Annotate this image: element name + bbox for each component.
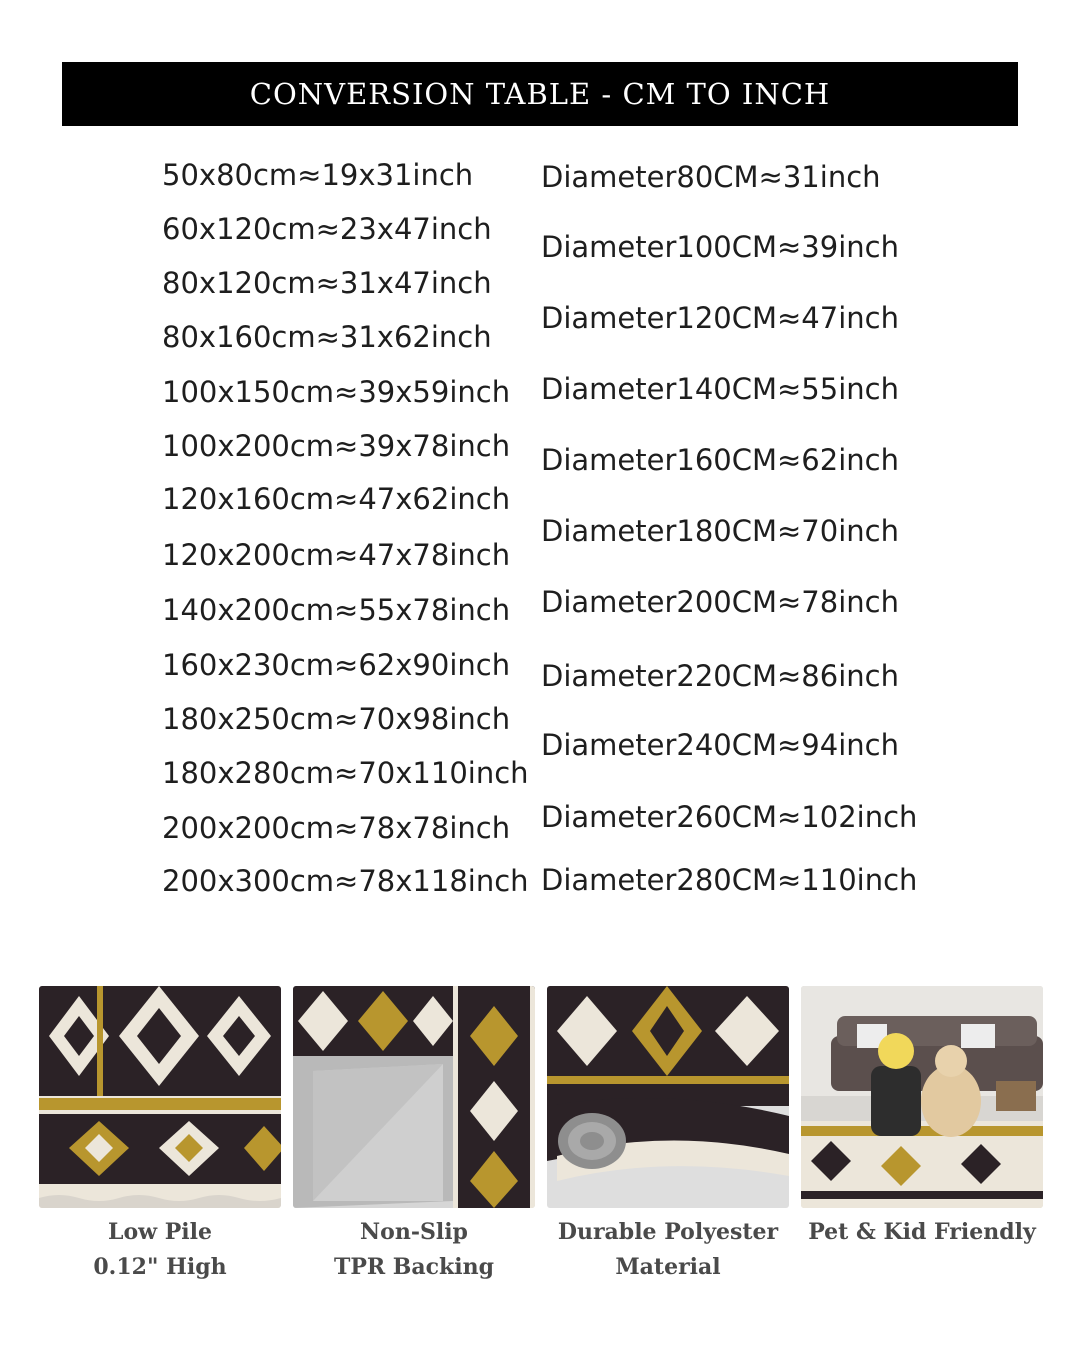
feature-label [547, 1215, 789, 1285]
rug-backing-image [293, 986, 535, 1208]
diameter-row: Diameter180CM≈70inch [541, 514, 899, 548]
feature-tile-low-pile [39, 986, 281, 1285]
feature-tile-pet-kid [801, 986, 1043, 1250]
banner-title: CONVERSION TABLE - CM TO INCH [249, 77, 831, 111]
size-row: 140x200cm≈55x78inch [162, 593, 511, 627]
diameter-row: Diameter120CM≈47inch [541, 301, 899, 335]
living-room-image [801, 986, 1043, 1208]
diameter-row: Diameter220CM≈86inch [541, 659, 899, 693]
feature-label-line1: Non-Slip [360, 1219, 468, 1245]
feature-label-line1: Pet & Kid Friendly [808, 1219, 1036, 1245]
feature-tile-polyester [547, 986, 789, 1285]
diameter-row: Diameter80CM≈31inch [541, 160, 881, 194]
feature-label [39, 1215, 281, 1285]
diameter-row: Diameter140CM≈55inch [541, 372, 899, 406]
feature-label [801, 1215, 1043, 1250]
diameter-row: Diameter100CM≈39inch [541, 230, 899, 264]
size-row: 200x300cm≈78x118inch [162, 864, 529, 898]
feature-label-line2: 0.12" High [93, 1254, 227, 1280]
size-row: 200x200cm≈78x78inch [162, 811, 511, 845]
rug-closeup-image [39, 986, 281, 1208]
feature-tiles [39, 986, 1043, 1280]
rug-rolled-image [547, 986, 789, 1208]
title-banner [62, 62, 1018, 126]
size-row: 180x250cm≈70x98inch [162, 702, 511, 736]
feature-label-line1: Low Pile [108, 1219, 212, 1245]
size-row: 80x160cm≈31x62inch [162, 320, 492, 354]
feature-label-line2: TPR Backing [333, 1254, 495, 1280]
diameter-row: Diameter260CM≈102inch [541, 800, 918, 834]
size-row: 120x200cm≈47x78inch [162, 538, 511, 572]
size-row: 50x80cm≈19x31inch [162, 158, 474, 192]
feature-label-line1: Durable Polyester [557, 1219, 779, 1245]
diameter-row: Diameter200CM≈78inch [541, 585, 899, 619]
size-row: 80x120cm≈31x47inch [162, 266, 492, 300]
size-row: 100x200cm≈39x78inch [162, 429, 511, 463]
feature-label-line2: Material [615, 1254, 721, 1280]
size-row: 100x150cm≈39x59inch [162, 375, 511, 409]
feature-label [293, 1215, 535, 1285]
size-row: 60x120cm≈23x47inch [162, 212, 492, 246]
feature-tile-non-slip [293, 986, 535, 1285]
size-row: 160x230cm≈62x90inch [162, 648, 511, 682]
diameter-row: Diameter160CM≈62inch [541, 443, 899, 477]
size-row: 180x280cm≈70x110inch [162, 756, 529, 790]
size-row: 120x160cm≈47x62inch [162, 482, 511, 516]
diameter-row: Diameter280CM≈110inch [541, 863, 918, 897]
diameter-row: Diameter240CM≈94inch [541, 728, 899, 762]
